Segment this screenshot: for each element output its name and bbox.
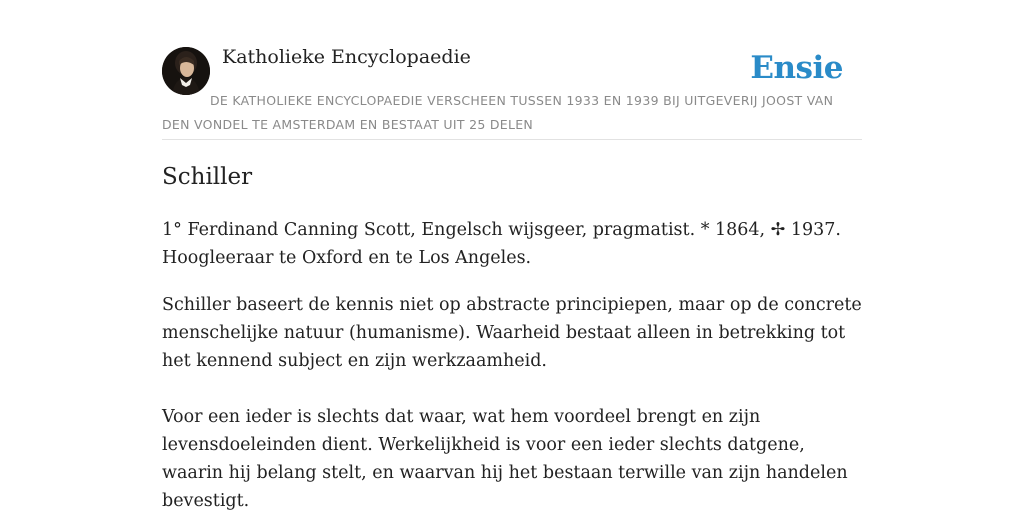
encyclopedia-avatar[interactable]: [162, 47, 210, 95]
article-paragraph: 1° Ferdinand Canning Scott, Engelsch wijsgeer, pragmatist. * 1864, ✢ 1937. Hoogleeraar te Oxford en te Los Angeles.: [162, 220, 841, 268]
article-title: Schiller: [162, 164, 253, 190]
article-paragraph: Schiller baseert de kennis niet op abstracte principiepen, maar op de concrete menschelijke natuur (humanisme). Waarheid bestaat alleen in betrekking tot het kennend subject en zijn werkzaamheid.: [162, 295, 862, 371]
portrait-image: [162, 47, 210, 95]
site-title-link[interactable]: Katholieke Encyclopaedie: [222, 46, 471, 68]
page-container: [162, 0, 862, 511]
ensie-logo[interactable]: Ensie: [750, 50, 843, 86]
site-description: DE KATHOLIEKE ENCYCLOPAEDIE VERSCHEEN TUSSEN 1933 EN 1939 BIJ UITGEVERIJ JOOST VAN DEN VONDEL TE AMSTERDAM EN BESTAAT UIT 25 DELEN: [162, 93, 834, 132]
page-header: [162, 0, 862, 140]
article-paragraph: Voor een ieder is slechts dat waar, wat hem voordeel brengt en zijn levensdoeleinden dient. Werkelijkheid is voor een ieder slechts datgene, waarin hij belang stelt, en waarvan hij het bestaan terwille van zijn handelen bevestigt.: [162, 407, 848, 511]
